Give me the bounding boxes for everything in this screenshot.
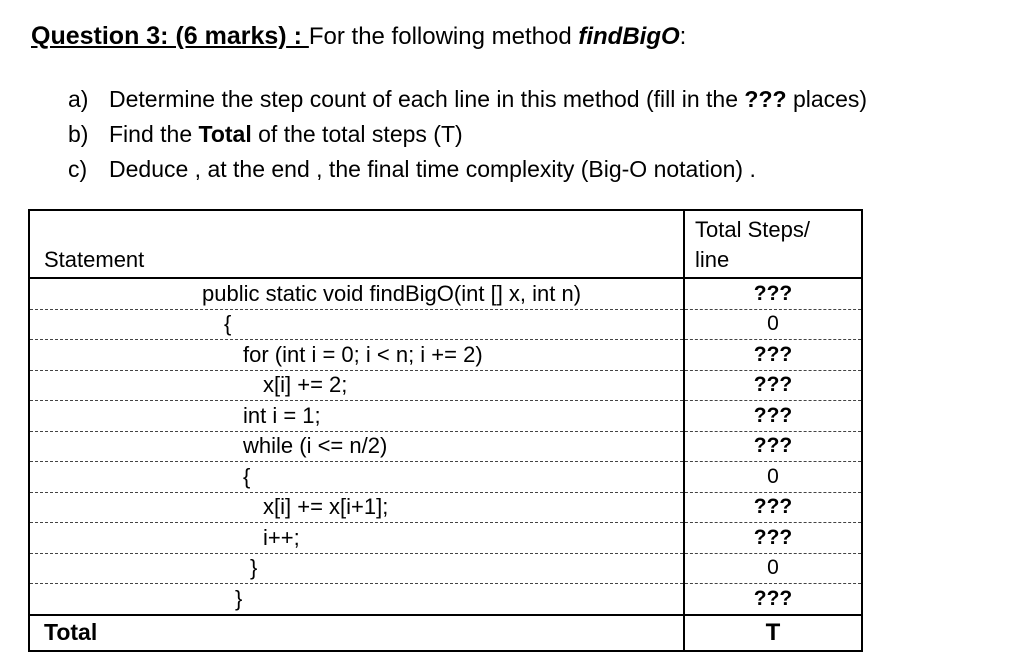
task-text: Deduce , at the end , the final time complexity (Big-O notation) . [109,156,756,182]
table-row [29,309,862,340]
question-title: Question 3: (6 marks) [31,22,287,50]
task-b [68,119,867,154]
table-row [29,523,862,554]
code-line: while (i <= n/2) [29,431,684,462]
table-row [29,462,862,493]
code-line: for (int i = 0; i < n; i += 2) [29,340,684,371]
task-bold: Total [198,121,252,147]
task-text-after: of the total steps (T) [251,121,463,147]
table-row [29,370,862,401]
code-line: public static void findBigO(int [] x, int n) [29,278,684,309]
steps-header [684,210,862,278]
table-row [29,431,862,462]
code-line: i++; [29,523,684,554]
step-value: ??? [684,278,862,309]
code-line: { [29,309,684,340]
step-value: ??? [684,370,862,401]
step-value: 0 [684,553,862,584]
code-line: } [29,584,684,615]
task-text-after: places) [786,86,868,112]
code-line: { [29,462,684,493]
table-row [29,278,862,309]
step-value: ??? [684,401,862,432]
statement-header: Statement [29,210,684,278]
task-list [68,84,867,189]
table-row [29,492,862,523]
step-value: 0 [684,309,862,340]
task-bold: ??? [744,86,787,112]
step-value: 0 [684,462,862,493]
step-value: ??? [684,492,862,523]
code-line: int i = 1; [29,401,684,432]
question-heading [31,22,686,51]
code-rows [29,278,862,615]
table-row [29,401,862,432]
table-row [29,340,862,371]
task-letter: c) [68,156,88,182]
step-value: ??? [684,340,862,371]
total-row [29,615,862,651]
step-value: ??? [684,584,862,615]
method-name: findBigO [578,23,680,50]
question-intro: For the following method [308,23,579,50]
code-line: x[i] += 2; [29,370,684,401]
task-letter: b) [68,121,89,147]
total-label: Total [29,615,684,651]
task-c [68,154,867,189]
step-count-table [28,209,863,652]
task-text: Find the [109,121,199,147]
task-a [68,84,867,119]
question-separator: : [286,22,309,50]
code-line: } [29,553,684,584]
step-value: ??? [684,523,862,554]
step-value: ??? [684,431,862,462]
table-row [29,584,862,615]
code-line: x[i] += x[i+1]; [29,492,684,523]
question-colon: : [679,23,687,50]
total-value: T [684,615,862,651]
steps-header-line2: line [695,247,730,272]
steps-header-line1: Total Steps/ [695,217,810,242]
task-letter: a) [68,86,89,112]
task-text: Determine the step count of each line in this method (fill in the [109,86,745,112]
table-header-row [29,210,862,278]
table-row [29,553,862,584]
